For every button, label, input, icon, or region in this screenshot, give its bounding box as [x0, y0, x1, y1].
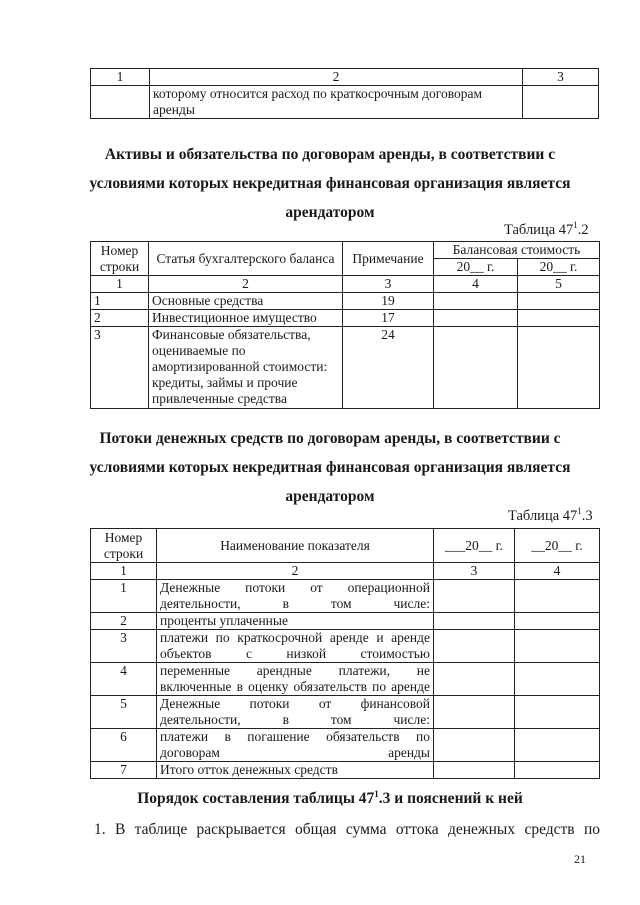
- top-table-col-1: 1: [91, 69, 150, 86]
- row-name: [157, 580, 434, 613]
- row-note: 24: [343, 327, 434, 409]
- col-num-1: 1: [91, 563, 157, 580]
- table-caption-47-1-3: [508, 508, 593, 525]
- col-num-2: 2: [149, 276, 343, 293]
- row-value: [515, 729, 600, 762]
- row-value: [518, 327, 600, 409]
- row-name: [157, 696, 434, 729]
- table-row: [91, 327, 600, 409]
- table-row: [91, 729, 600, 762]
- table-row: [91, 580, 600, 613]
- header-year-2: 20__ г.: [518, 259, 600, 276]
- row-value: [434, 663, 515, 696]
- header-year-1: ___20__ г.: [434, 529, 515, 563]
- table-row: [91, 293, 600, 310]
- row-item: Инвестиционное имущество: [149, 310, 343, 327]
- section2-title-line: арендатором: [285, 488, 375, 505]
- row-num: 2: [91, 613, 157, 630]
- caption-label: Таблица 47: [504, 222, 574, 238]
- row-value: [515, 696, 600, 729]
- table-row: [91, 696, 600, 729]
- header-year-1: 20__ г.: [434, 259, 518, 276]
- row-value: [434, 762, 515, 779]
- top-table: [90, 68, 599, 119]
- row-value: [515, 613, 600, 630]
- col-num-3: 3: [343, 276, 434, 293]
- row-name-text: переменные арендные платежи, не включенные в оценку обязательств по аренде: [160, 663, 430, 694]
- row-name: [157, 729, 434, 762]
- row-value: [434, 729, 515, 762]
- table-caption-47-1-2: [504, 222, 589, 239]
- top-table-col-3: 3: [523, 69, 599, 86]
- row-num: 4: [91, 663, 157, 696]
- caption-suffix: .3: [581, 508, 593, 524]
- caption-sup: 1: [573, 220, 578, 230]
- top-table-cell-2: которому относится расход по краткосрочным договорам аренды: [150, 86, 523, 119]
- section1-title: [60, 140, 600, 227]
- col-num-2: 2: [157, 563, 434, 580]
- col-num-4: 4: [434, 276, 518, 293]
- row-value: [515, 630, 600, 663]
- row-value: [434, 696, 515, 729]
- section1-title-line: условиями которых некредитная финансовая организация является: [89, 175, 571, 192]
- header-year-2: __20__ г.: [515, 529, 600, 563]
- row-name: [157, 630, 434, 663]
- section1-title-line: арендатором: [285, 204, 375, 221]
- row-value: [434, 613, 515, 630]
- table-47-1-2: [90, 241, 600, 409]
- row-name: Итого отток денежных средств: [157, 762, 434, 779]
- col-num-3: 3: [434, 563, 515, 580]
- row-name-text: платежи по краткосрочной аренде и аренде объектов с низкой стоимостью: [160, 630, 430, 661]
- row-value: [434, 310, 518, 327]
- caption-label: Таблица 47: [508, 508, 578, 524]
- row-value: [515, 580, 600, 613]
- section1-title-line: Активы и обязательства по договорам аренды, в соответствии с: [104, 146, 556, 163]
- row-value: [515, 663, 600, 696]
- row-num: 7: [91, 762, 157, 779]
- section3-title-suffix: .3 и пояснений к ней: [378, 790, 523, 807]
- top-table-cell-1: [91, 86, 150, 119]
- row-item: Основные средства: [149, 293, 343, 310]
- row-num: 1: [91, 293, 149, 310]
- row-value: [434, 293, 518, 310]
- col-num-5: 5: [518, 276, 600, 293]
- row-name: проценты уплаченные: [157, 613, 434, 630]
- row-num: 5: [91, 696, 157, 729]
- table-row: [91, 310, 600, 327]
- col-num-1: 1: [91, 276, 149, 293]
- row-value: [515, 762, 600, 779]
- caption-sup: 1: [577, 506, 582, 516]
- row-name: [157, 663, 434, 696]
- row-num: 2: [91, 310, 149, 327]
- header-name: Наименование показателя: [157, 529, 434, 563]
- row-note: 19: [343, 293, 434, 310]
- table-row: [91, 613, 600, 630]
- header-num: Номер строки: [91, 529, 157, 563]
- table-row: [91, 663, 600, 696]
- header-note: Примечание: [343, 242, 434, 276]
- top-table-cell-3: [523, 86, 599, 119]
- table-row: [91, 762, 600, 779]
- caption-suffix: .2: [577, 222, 589, 238]
- page-number: 21: [574, 852, 586, 866]
- header-item: Статья бухгалтерского баланса: [149, 242, 343, 276]
- row-item: Финансовые обязательства, оцениваемые по амортизированной стоимости: кредиты, займы и прочие привлеченные средства: [149, 327, 343, 409]
- row-name-text: платежи в погашение обязательств по договорам аренды: [160, 729, 430, 760]
- row-value: [518, 293, 600, 310]
- table-47-1-3: [90, 528, 600, 779]
- section2-title-line: условиями которых некредитная финансовая организация является: [89, 459, 571, 476]
- row-name-text: Денежные потоки от операционной деятельности, в том числе:: [160, 580, 430, 611]
- paragraph-1: 1. В таблице раскрывается общая сумма оттока денежных средств по: [94, 821, 600, 838]
- header-num: Номер строки: [91, 242, 149, 276]
- row-value: [434, 630, 515, 663]
- row-name-text: Денежные потоки от финансовой деятельности, в том числе:: [160, 696, 430, 727]
- row-num: 6: [91, 729, 157, 762]
- section2-title: [60, 424, 600, 511]
- row-note: 17: [343, 310, 434, 327]
- row-value: [434, 327, 518, 409]
- row-num: 3: [91, 630, 157, 663]
- section3-title: [60, 784, 600, 813]
- table-row: [91, 630, 600, 663]
- row-num: 1: [91, 580, 157, 613]
- section3-title-prefix: Порядок составления таблицы 47: [137, 790, 375, 807]
- row-value: [518, 310, 600, 327]
- col-num-4: 4: [515, 563, 600, 580]
- header-balance: Балансовая стоимость: [434, 242, 600, 259]
- section2-title-line: Потоки денежных средств по договорам аренды, в соответствии с: [99, 430, 561, 447]
- top-table-col-2: 2: [150, 69, 523, 86]
- row-num: 3: [91, 327, 149, 409]
- section3-title-sup: 1: [374, 789, 379, 799]
- row-value: [434, 580, 515, 613]
